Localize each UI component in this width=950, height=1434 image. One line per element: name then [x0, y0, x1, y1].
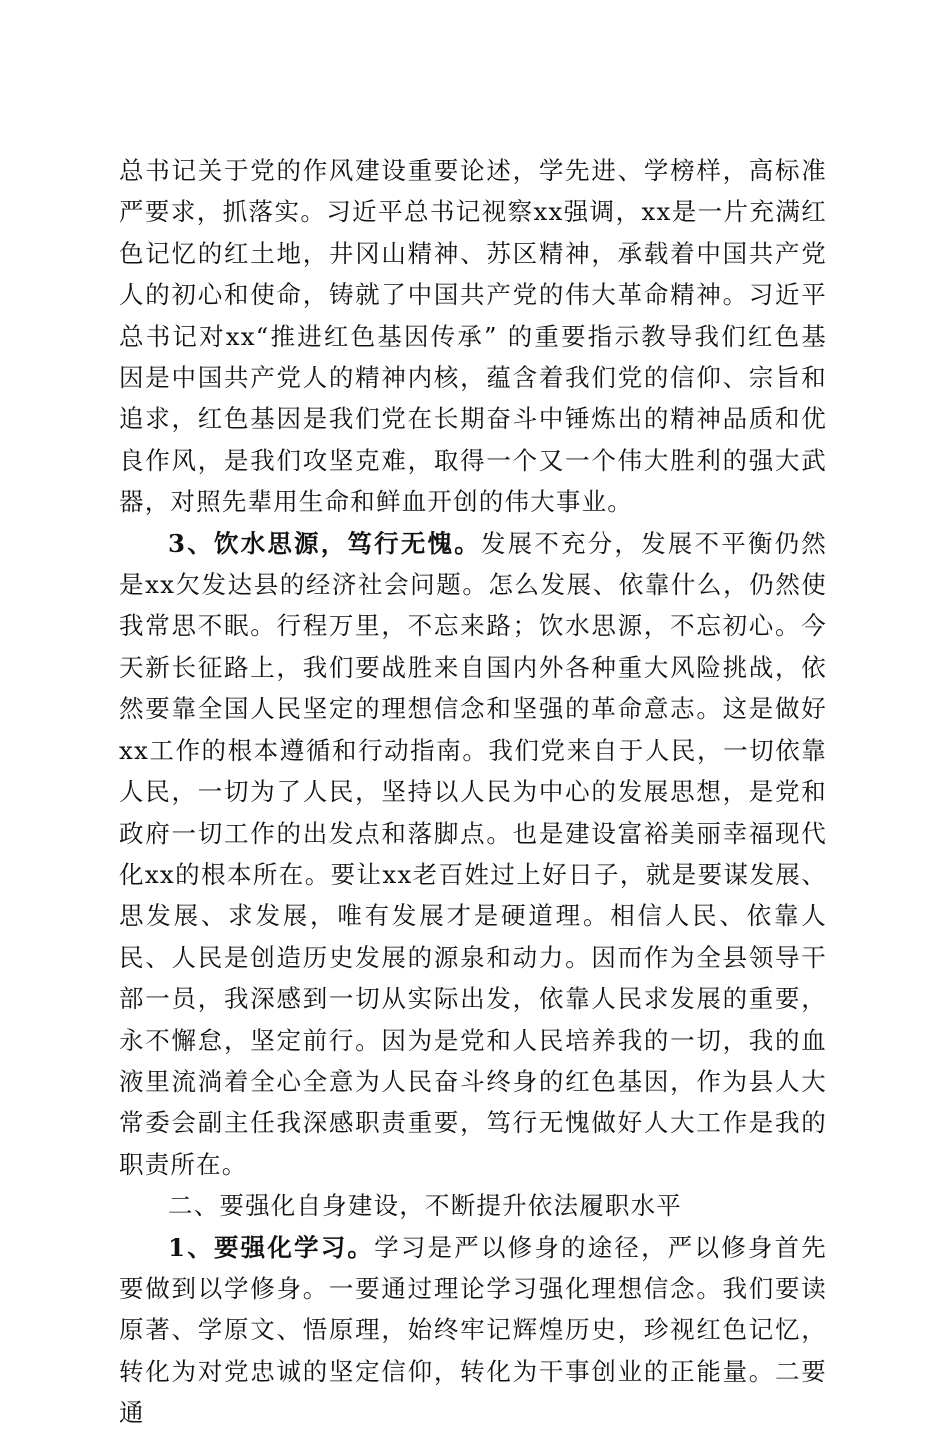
paragraph-continued — [119, 150, 827, 523]
paragraph-text: 总书记关于党的作风建设重要论述，学先进、学榜样，高标准严要求，抓落实。习近平总书记视察xx强调，xx是一片充满红色记忆的红土地，井冈山精神、苏区精神，承载着中国共产党人的初心和使命，铸就了中国共产党的伟大革命精神。习近平总书记对xx“推进红色基因传承” 的重要指示教导我们红色基因是中国共产党人的精神内核，蕴含着我们党的信仰、宗旨和追求，红色基因是我们党在长期奋斗中锤炼出的精神品质和优良作风，是我们攻坚克难，取得一个又一个伟大胜利的强大武器，对照先辈用生命和鲜血开创的伟大事业。 — [119, 156, 827, 517]
paragraph-lead: 3、饮水思源，笃行无愧。 — [168, 528, 481, 558]
paragraph-strengthen-study — [119, 1227, 827, 1434]
section-heading: 二、要强化自身建设，不断提升依法履职水平 — [168, 1191, 682, 1221]
paragraph-lead: 1、要强化学习。 — [168, 1232, 375, 1262]
document-body — [119, 150, 827, 1434]
paragraph-text: 学习是严以修身的途径，严以修身首先要做到以学修身。一要通过理论学习强化理想信念。我们要读原著、学原文、悟原理，始终牢记辉煌历史，珍视红色记忆，转化为对党忠诚的坚定信仰，转化为干事创业的正能量。二要通 — [119, 1232, 827, 1428]
paragraph-text: 发展不充分，发展不平衡仍然是xx欠发达县的经济社会问题。怎么发展、依靠什么，仍然使我常思不眠。行程万里，不忘来路；饮水思源，不忘初心。今天新长征路上，我们要战胜来自国内外各种重大风险挑战，依然要靠全国人民坚定的理想信念和坚强的革命意志。这是做好xx工作的根本遵循和行动指南。我们党来自于人民，一切依靠人民，一切为了人民，坚持以人民为中心的发展思想，是党和政府一切工作的出发点和落脚点。也是建设富裕美丽幸福现代化xx的根本所在。要让xx老百姓过上好日子，就是要谋发展、思发展、求发展，唯有发展才是硬道理。相信人民、依靠人民、人民是创造历史发展的源泉和动力。因而作为全县领导干部一员，我深感到一切从实际出发，依靠人民求发展的重要，永不懈怠，坚定前行。因为是党和人民培养我的一切，我的血液里流淌着全心全意为人民奋斗终身的红色基因，作为县人大常委会副主任我深感职责重要，笃行无愧做好人大工作是我的职责所在。 — [119, 528, 827, 1179]
paragraph-drink-water — [119, 523, 827, 1186]
